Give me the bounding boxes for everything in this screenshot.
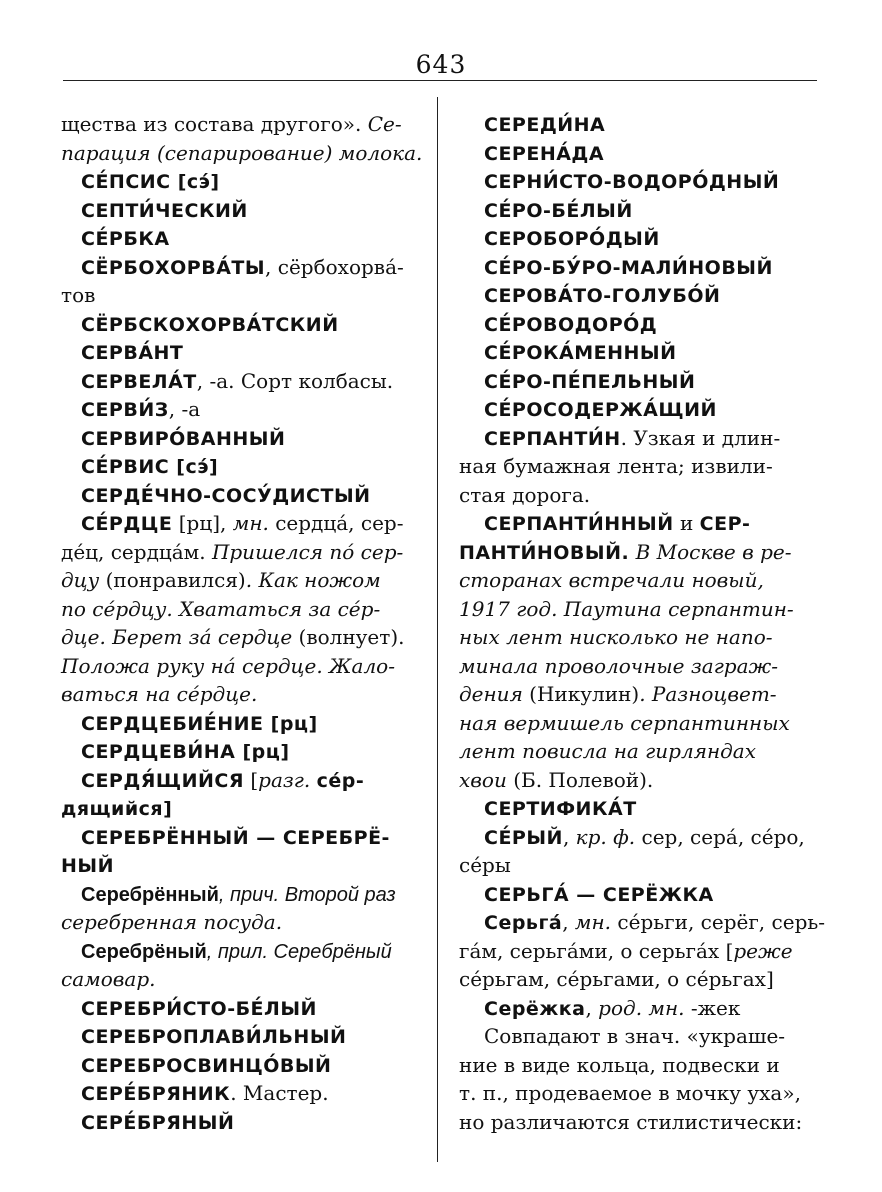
right-line: т. п., продеваемое в мочку уха», (459, 1081, 801, 1105)
right-line: ная бумажная лента; извили- (459, 454, 773, 478)
right-line: СЕРЕДИ́НА (484, 114, 606, 136)
header-rule (63, 80, 817, 81)
right-line: СЕ́РЫЙ, кр. ф. сер, сера́, се́ро, (484, 824, 805, 849)
right-line: ная вермишель серпантинных (459, 710, 790, 735)
right-line: Серёжка, род. мн. -жек (484, 995, 741, 1020)
left-line: СЕПТИ́ЧЕСКИЙ (81, 199, 248, 222)
right-line: СЕ́РО-БУ́РО-МАЛИ́НОВЫЙ (484, 256, 773, 279)
left-line: СЁРБОХОРВА́ТЫ, сёрбохорва́- (81, 254, 404, 279)
right-line: СЕРЕНА́ДА (484, 142, 605, 165)
right-line: но различаются стилистически: (459, 1109, 803, 1134)
right-line: СЕРПАНТИ́ННЫЙ и СЕР- (484, 511, 751, 535)
right-line: ных лент нисколько не напо- (459, 625, 773, 649)
right-line: СЕРНИ́СТО-ВОДОРО́ДНЫЙ (484, 171, 780, 193)
right-line: Серьга́, мн. се́рьги, серёг, серь- (484, 910, 826, 934)
right-line: ние в виде кольца, подвески и (459, 1052, 780, 1077)
left-line: щества из состава другого». Се- (61, 112, 402, 136)
right-line: минала проволочные заграж- (459, 653, 779, 678)
left-line: СЕ́РДЦЕ [рц], мн. сердца́, сер- (81, 511, 404, 535)
left-line: СЕРЕБРОСВИНЦО́ВЫЙ (81, 1054, 332, 1077)
left-line: СЕРВИРО́ВАННЫЙ (81, 427, 286, 450)
left-line: дце. Берет за́ сердце (волнует). (61, 625, 405, 649)
right-line: СЕ́РО-БЕ́ЛЫЙ (484, 199, 633, 222)
column-divider (437, 97, 438, 1162)
left-line: СЕРЕБРЁННЫЙ — СЕРЕБРЁ- (81, 826, 390, 849)
left-line: тов (61, 283, 96, 307)
left-line: СЕРЕ́БРЯНЫЙ (81, 1111, 235, 1134)
left-line: СЕРДЯ́ЩИЙСЯ [разг. се́р- (81, 767, 365, 792)
left-line: Серебрённый, прич. Второй раз (81, 883, 396, 906)
left-line: СЕ́ПСИС [сэ́] (81, 171, 220, 193)
left-line: Серебрёный, прил. Серебрёный (81, 940, 392, 963)
left-line: СЕ́РВИС [сэ́] (81, 456, 219, 478)
right-line: СЕ́РОКА́МЕННЫЙ (484, 342, 677, 364)
right-line: дения (Никулин). Разноцвет- (459, 682, 777, 706)
left-line: ваться на се́рдце. (61, 682, 258, 706)
right-line: СЕРЬГА́ — СЕРЁЖКА (484, 883, 714, 906)
right-line: Совпадают в знач. «украше- (484, 1024, 786, 1048)
left-line: СЕ́РБКА (81, 228, 170, 250)
left-line: СЕРВА́НТ (81, 342, 184, 364)
right-line: СЕ́РО-ПЕ́ПЕЛЬНЫЙ (484, 370, 696, 393)
right-line: СЕРОВА́ТО-ГОЛУБО́Й (484, 285, 721, 307)
left-line: СЕРВЕЛА́Т, -а. Сорт колбасы. (81, 368, 394, 393)
left-line: дцу (понравился). Как ножом (61, 568, 381, 592)
right-line: стая дорога. (459, 482, 591, 507)
left-line: СЕРЕ́БРЯНИК. Мастер. (81, 1081, 329, 1105)
right-line: СЕРПАНТИ́Н. Узкая и длин- (484, 425, 781, 450)
left-line: СЕРВИ́З, -а (81, 397, 201, 421)
right-line: га́м, серьга́ми, о серьга́х [реже (459, 938, 793, 963)
right-line: 1917 год. Паутина серпантин- (459, 596, 794, 621)
right-line: се́ры (459, 853, 511, 877)
left-line: НЫЙ (61, 855, 114, 877)
left-line: СЁРБСКОХОРВА́ТСКИЙ (81, 313, 339, 336)
left-line: серебренная посуда. (61, 910, 283, 934)
right-line: лент повисла на гирляндах (459, 739, 757, 763)
left-line: самовар. (61, 967, 156, 991)
left-line: СЕРЕБРОПЛАВИ́ЛЬНЫЙ (81, 1026, 347, 1048)
right-line: СЕРТИФИКА́Т (484, 798, 637, 820)
page-number: 643 (415, 50, 467, 79)
left-line: де́ц, сердца́м. Пришелся по́ сер- (61, 539, 404, 564)
right-line: се́рьгам, се́рьгами, о се́рьгах] (459, 967, 774, 991)
right-line: СЕ́РОВОДОРО́Д (484, 313, 658, 336)
right-line: ПАНТИ́НОВЫЙ. В Москве в ре- (459, 539, 792, 564)
right-line: СЕ́РОСОДЕРЖА́ЩИЙ (484, 399, 717, 421)
left-line: дящийся] (61, 798, 173, 820)
right-line: СЕРОБОРО́ДЫЙ (484, 228, 660, 250)
left-line: СЕРДЦЕБИЕ́НИЕ [рц] (81, 712, 318, 735)
left-line: Положа руку на́ сердце. Жало- (61, 653, 395, 678)
left-line: СЕРДЦЕВИ́НА [рц] (81, 741, 290, 763)
left-line: СЕРЕБРИ́СТО-БЕ́ЛЫЙ (81, 997, 317, 1020)
right-line: сторанах встречали новый, (459, 568, 764, 592)
right-line: хвои (Б. Полевой). (459, 767, 654, 792)
left-line: СЕРДЕ́ЧНО-СОСУ́ДИСТЫЙ (81, 484, 371, 507)
left-line: по се́рдцу. Хвататься за се́р- (61, 596, 381, 621)
left-line: парация (сепарирование) молока. (61, 140, 423, 165)
